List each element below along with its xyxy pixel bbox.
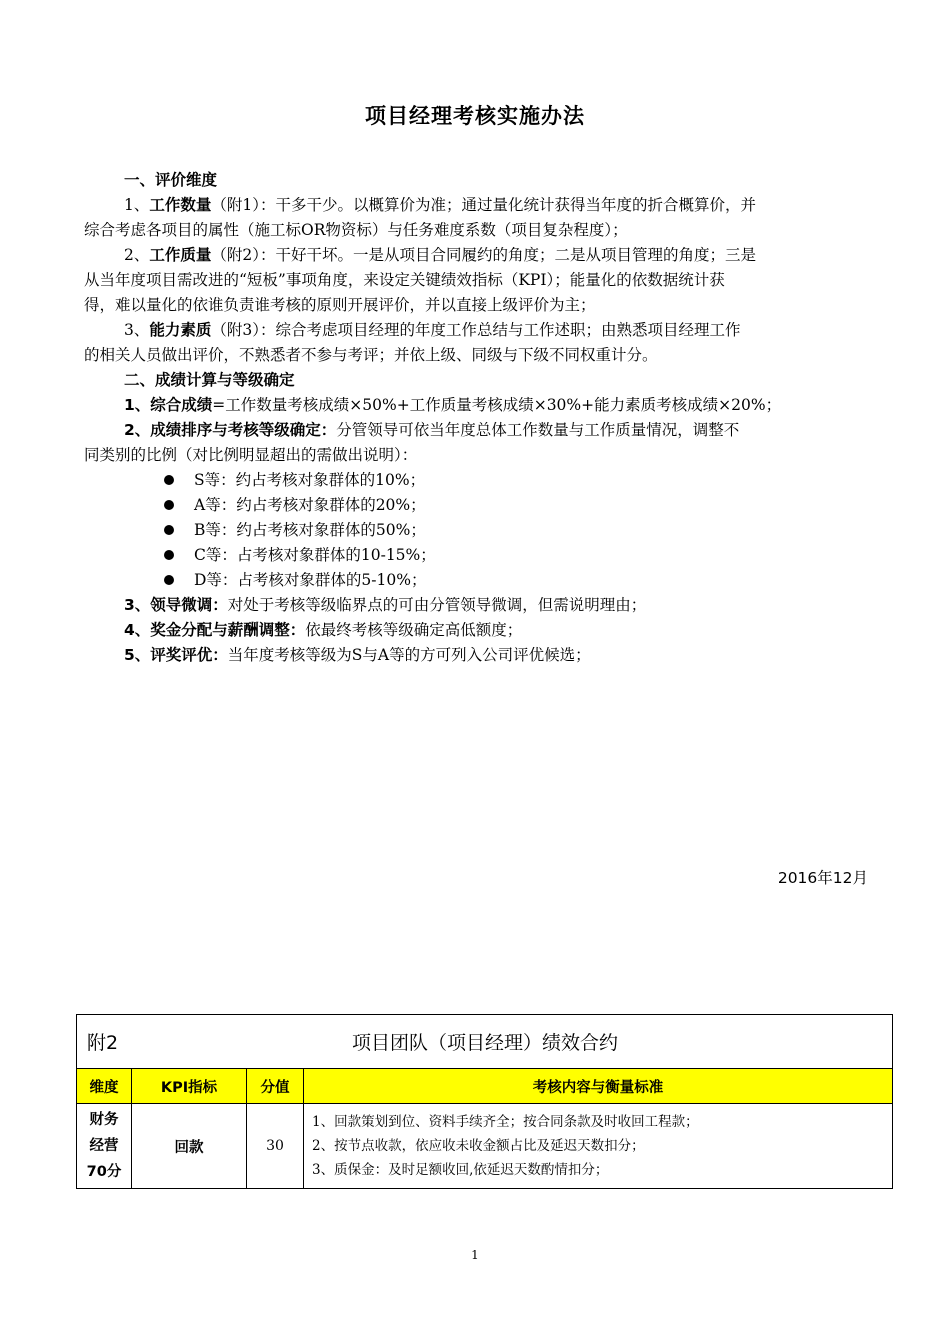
s2-item2-line1: 2、成绩排序与考核等级确定：分管领导可依当年度总体工作数量与工作质量情况，调整不 bbox=[124, 421, 740, 439]
kpi-table bbox=[76, 1014, 893, 1189]
bullet-icon bbox=[164, 500, 174, 510]
page-title: 项目经理考核实施办法 bbox=[365, 104, 585, 128]
bullet-icon bbox=[164, 475, 174, 485]
bullet-icon bbox=[164, 550, 174, 560]
s2-item3-line: 3、领导微调：对处于考核等级临界点的可由分管领导微调，但需说明理由； bbox=[124, 596, 647, 614]
cell-dimension: 财务 经营 70分 bbox=[77, 1104, 132, 1189]
s2-item5-line: 5、评奖评优：当年度考核等级为S与A等的方可列入公司评优候选； bbox=[124, 646, 591, 664]
page-number: 1 bbox=[471, 1248, 479, 1262]
s2-item4-label: 4、奖金分配与薪酬调整： bbox=[124, 621, 306, 639]
s2-item4-line: 4、奖金分配与薪酬调整：依最终考核等级确定高低额度； bbox=[124, 621, 523, 639]
bullet-icon bbox=[164, 525, 174, 535]
table-title-cell bbox=[77, 1015, 893, 1069]
bullet-icon bbox=[164, 575, 174, 585]
section2-heading: 二、成绩计算与等级确定 bbox=[124, 371, 295, 389]
grade-list-item: S等：约占考核对象群体的10%； bbox=[84, 468, 870, 493]
section1-heading: 一、评价维度 bbox=[124, 171, 218, 189]
table-header-row bbox=[77, 1069, 893, 1104]
annex-label: 附2 bbox=[87, 1032, 119, 1054]
header-kpi: KPI指标 bbox=[132, 1069, 247, 1104]
s1-item2-line1: 2、工作质量（附2）：干好干坏。一是从项目合同履约的角度；二是从项目管理的角度；三是 bbox=[124, 246, 757, 264]
grade-list-item: B等：约占考核对象群体的50%； bbox=[84, 518, 870, 543]
header-criteria: 考核内容与衡量标准 bbox=[304, 1069, 893, 1104]
cell-criteria: 1、回款策划到位、资料手续齐全；按合同条款及时收回工程款； 2、按节点收款，依应收未收金额占比及延迟天数扣分； 3、质保金：及时足额收回,依延迟天数酌情扣分； bbox=[304, 1104, 893, 1189]
s2-item3-label: 3、领导微调： bbox=[124, 596, 228, 614]
s2-item5-label: 5、评奖评优： bbox=[124, 646, 228, 664]
s1-item2-line3: 得，难以量化的依谁负责谁考核的原则开展评价，并以直接上级评价为主； bbox=[84, 296, 596, 314]
cell-kpi: 回款 bbox=[132, 1104, 247, 1189]
grade-list-item: C等：占考核对象群体的10-15%； bbox=[84, 543, 870, 568]
grade-list-item: A等：约占考核对象群体的20%； bbox=[84, 493, 870, 518]
s1-item3-line1: 3、能力素质（附3）：综合考虑项目经理的年度工作总结与工作述职；由熟悉项目经理工作 bbox=[124, 321, 741, 339]
s1-item1-line1: 1、工作数量（附1）：干多干少。以概算价为准；通过量化统计获得当年度的折合概算价，并 bbox=[124, 196, 757, 214]
s1-item2-label: 工作质量 bbox=[149, 246, 212, 264]
s1-item1-line2: 综合考虑各项目的属性（施工标OR物资标）与任务难度系数（项目复杂程度）； bbox=[84, 221, 628, 239]
s1-item2-line2: 从当年度项目需改进的“短板”事项角度，来设定关键绩效指标（KPI）；能量化的依数据统计获 bbox=[84, 271, 725, 289]
s2-item1-label: 1、综合成绩 bbox=[124, 396, 213, 414]
header-dimension: 维度 bbox=[77, 1069, 132, 1104]
table-title-row bbox=[77, 1015, 893, 1069]
s2-item1-line: 1、综合成绩=工作数量考核成绩×50%+工作质量考核成绩×30%+能力素质考核成绩×20%； bbox=[124, 396, 782, 414]
document-date: 2016年12月 bbox=[777, 869, 868, 887]
s1-item3-line2: 的相关人员做出评价，不熟悉者不参与考评；并依上级、同级与下级不同权重计分。 bbox=[84, 346, 658, 364]
header-score: 分值 bbox=[247, 1069, 304, 1104]
s2-item2-label: 2、成绩排序与考核等级确定： bbox=[124, 421, 337, 439]
cell-score: 30 bbox=[247, 1104, 304, 1189]
table-row bbox=[77, 1104, 893, 1189]
grade-list-item: D等：占考核对象群体的5-10%； bbox=[84, 568, 870, 593]
s1-item1-label: 工作数量 bbox=[149, 196, 212, 214]
s1-item3-label: 能力素质 bbox=[149, 321, 212, 339]
table-title: 项目团队（项目经理）绩效合约 bbox=[351, 1032, 618, 1054]
document-body bbox=[84, 168, 870, 668]
s2-item2-line2: 同类别的比例（对比例明显超出的需做出说明）： bbox=[84, 446, 418, 464]
